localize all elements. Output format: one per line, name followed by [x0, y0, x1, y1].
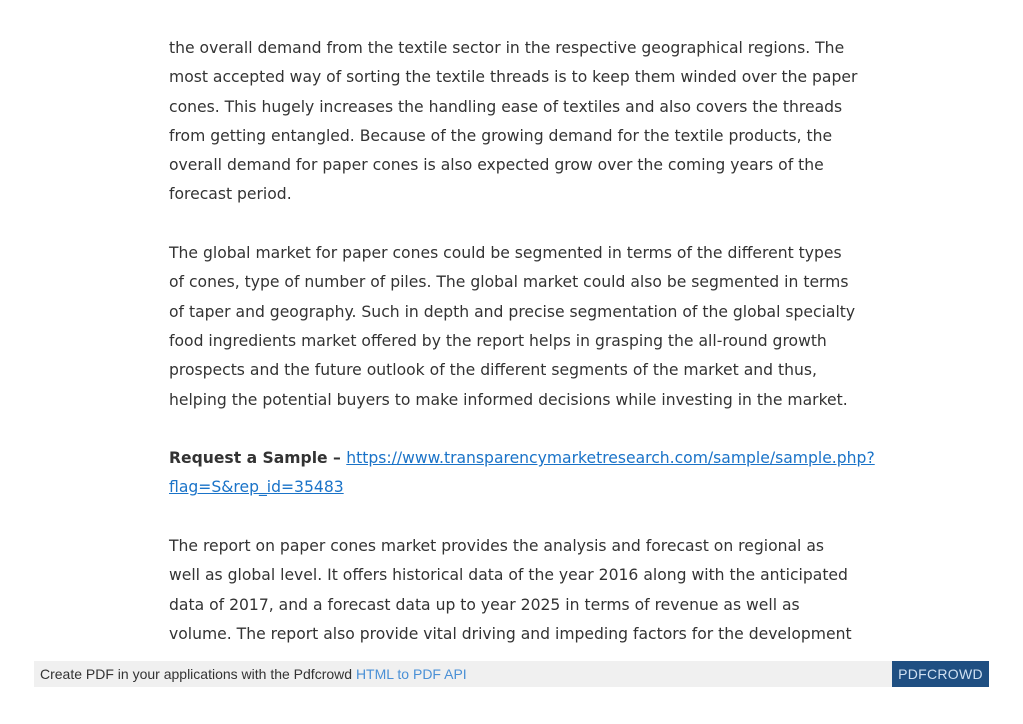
text-line: of taper and geography. Such in depth and precise segmentation of the global specialty — [169, 302, 856, 321]
request-sample — [169, 444, 875, 503]
text-line: most accepted way of sorting the textile threads is to keep them winded over the paper — [169, 68, 858, 87]
text-line: cones. This hugely increases the handling ease of textiles and also covers the threads — [169, 97, 843, 116]
text-line: The report on paper cones market provides the analysis and forecast on regional as — [169, 537, 825, 556]
document-body — [169, 34, 875, 649]
request-sample-line — [169, 473, 869, 502]
footer-caption: Create PDF in your applications with the Pdfcrowd — [40, 666, 356, 682]
paragraph-1 — [169, 34, 869, 210]
paragraph-3 — [169, 532, 869, 649]
footer-text — [40, 661, 467, 687]
request-sample-line — [169, 444, 875, 473]
text-line: overall demand for paper cones is also expected grow over the coming years of the — [169, 156, 824, 175]
text-line: volume. The report also provide vital driving and impeding factors for the development — [169, 624, 852, 643]
sample-link-part-1[interactable]: https://www.transparencymarketresearch.com/sample/sample.php? — [346, 449, 875, 468]
text-line: data of 2017, and a forecast data up to year 2025 in terms of revenue as well as — [169, 595, 800, 614]
pdfcrowd-brand-button[interactable]: PDFCROWD — [892, 661, 989, 687]
text-line: of cones, type of number of piles. The global market could also be segmented in terms — [169, 273, 849, 292]
paragraph-spacer — [169, 503, 869, 532]
paragraph-spacer — [169, 415, 869, 444]
text-line: food ingredients market offered by the report helps in grasping the all-round growth — [169, 331, 827, 350]
pdfcrowd-footer — [34, 661, 989, 687]
text-line: The global market for paper cones could be segmented in terms of the different types — [169, 244, 842, 263]
text-line: from getting entangled. Because of the growing demand for the textile products, the — [169, 126, 833, 145]
sample-link-part-2[interactable]: flag=S&rep_id=35483 — [169, 478, 344, 497]
paragraph-2 — [169, 239, 869, 415]
text-line: prospects and the future outlook of the different segments of the market and thus, — [169, 361, 817, 380]
text-line: helping the potential buyers to make informed decisions while investing in the market. — [169, 390, 848, 409]
text-line: well as global level. It offers historical data of the year 2016 along with the anticipated — [169, 566, 848, 585]
text-line: forecast period. — [169, 185, 292, 204]
text-line: the overall demand from the textile sector in the respective geographical regions. The — [169, 39, 845, 57]
paragraph-spacer — [169, 210, 869, 239]
html-to-pdf-api-link[interactable]: HTML to PDF API — [355, 666, 467, 682]
request-sample-label: Request a Sample – — [169, 449, 347, 468]
